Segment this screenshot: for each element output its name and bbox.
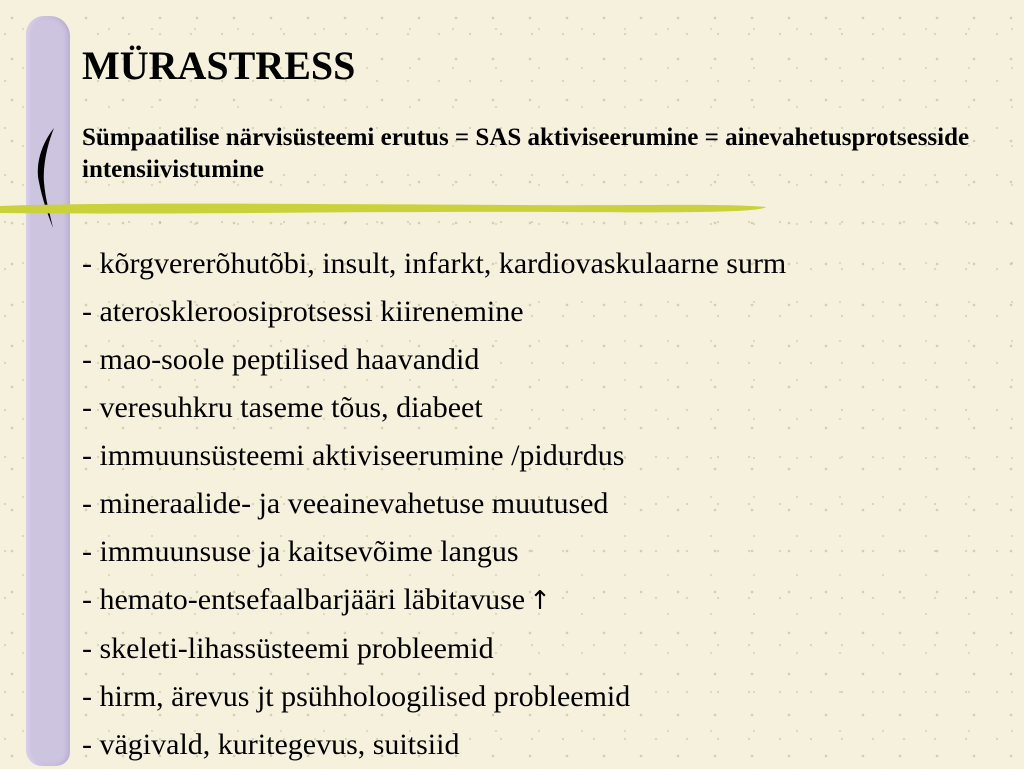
list-item: - mao-soole peptilised haavandid [82, 343, 480, 376]
list-item: - ateroskleroosiprotsessi kiirenemine [82, 295, 524, 328]
list-item: - veresuhkru taseme tõus, diabeet [82, 391, 483, 424]
effects-list [82, 240, 786, 769]
slide-subtitle: Sümpaatilise närvisüsteemi erutus = SAS aktiviseerumine = ainevahetusprotsesside intensiivistumine [82, 124, 970, 183]
accent-brush-stroke [0, 198, 768, 218]
list-item: - immuunsüsteemi aktiviseerumine /pidurdus [82, 439, 625, 472]
list-item: - kõrgvererõhutõbi, insult, infarkt, kardiovaskulaarne surm [82, 247, 787, 280]
slide-title: MÜRASTRESS [82, 43, 356, 88]
list-item: - hirm, ärevus jt psühholoogilised probleemid [82, 680, 631, 713]
up-arrow-icon: ↑ [529, 586, 551, 616]
list-item: - hemato-entsefaalbarjääri läbitavuse ↑ [82, 583, 551, 616]
list-item: - immuunsuse ja kaitsevõime langus [82, 535, 519, 568]
list-item: - skeleti-lihassüsteemi probleemid [82, 632, 494, 665]
list-item: - mineraalide- ja veeainevahetuse muutused [82, 487, 609, 520]
list-item: - vägivald, kuritegevus, suitsiid [82, 728, 460, 761]
